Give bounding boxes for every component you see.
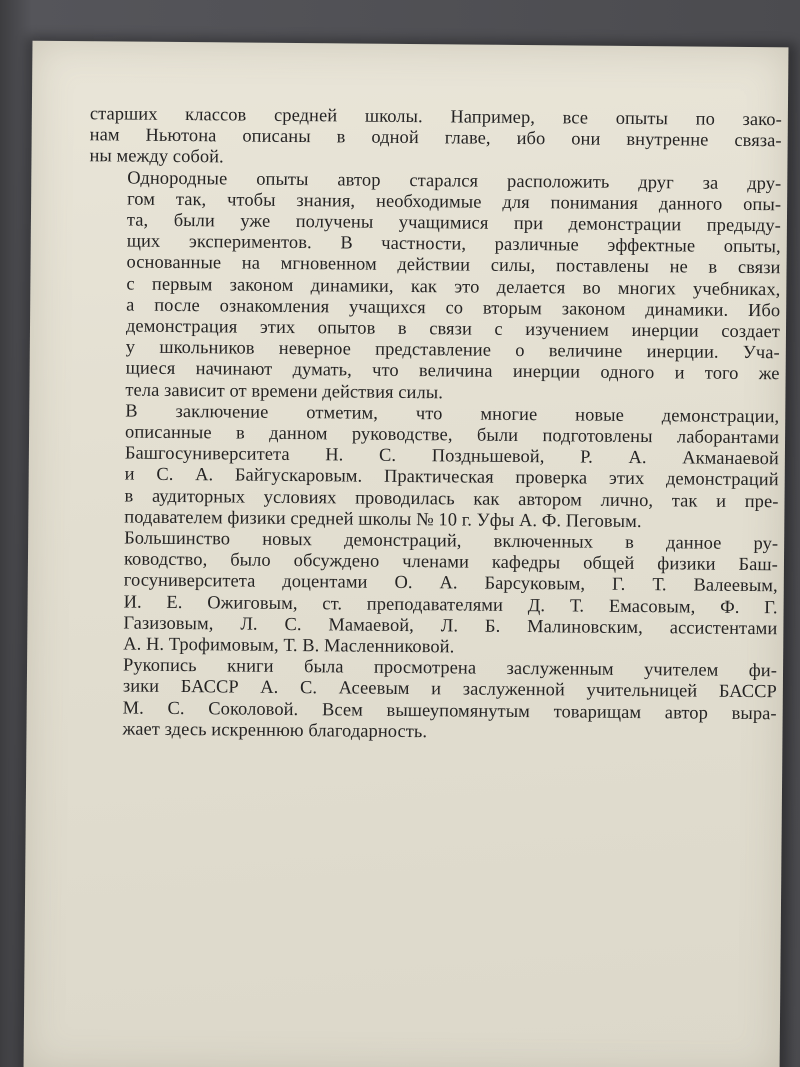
paragraph <box>87 167 781 406</box>
text-line: в аудиторных условиях проводилась как автором лично, так и пре- <box>124 485 779 511</box>
text-line: В заключение отметим, что многие новые демонстрации, <box>125 400 780 427</box>
text-line: та, были уже получены учащимися при демонстрации предыду- <box>126 209 782 236</box>
text-line: М. С. Соколовой. Всем вышеупомянутым товарищам автор выра- <box>122 697 777 723</box>
paragraph <box>85 527 778 660</box>
text-line: у школьников неверное представление о величине инерции. Уча- <box>125 336 780 363</box>
text-line: демонстрация этих опытов в связи с изучением инерции создает <box>125 315 781 342</box>
paragraph <box>86 400 779 533</box>
text-line: тела зависит от времени действия силы. <box>125 379 444 402</box>
text-line: зики БАССР А. С. Асеевым и заслуженной учительницей БАССР <box>122 676 777 702</box>
text-line: А. Н. Трофимовым, Т. В. Масленниковой. <box>123 633 455 657</box>
text-line: Башгосуниверситета Н. С. Поздньшевой, Р. А. Акманаевой <box>124 442 779 469</box>
text-line: и С. А. Байгускаровым. Практическая проверка этих демонстраций <box>124 463 779 490</box>
text-line: Газизовым, Л. С. Мамаевой, Л. Б. Малиновским, ассистентами <box>123 612 778 639</box>
text-line: нам Ньютона описаны в одной главе, ибо они внутренне связа- <box>89 124 782 151</box>
text-line: ны между собой. <box>89 145 224 167</box>
text-line: основанные на мгновенном действии силы, поставлены не в связи <box>126 251 781 278</box>
text-line: ководство, было обсуждено членами кафедры общей физики Баш- <box>123 548 779 575</box>
book-page <box>24 41 789 1067</box>
text-line: описанные в данном руководстве, были подготовлены лаборантами <box>125 421 780 448</box>
page-text <box>84 103 782 745</box>
text-line: гом так, чтобы знания, необходимые для понимания данного опы- <box>127 188 782 215</box>
text-line: щиеся начинают думать, что величина инерции одного и того же <box>125 357 780 384</box>
text-line: госуниверситета доцентами О. А. Барсуковым, Г. Т. Валеевым, <box>123 570 778 596</box>
text-line: Большинство новых демонстраций, включенных в данное ру- <box>124 527 779 554</box>
text-line: а после ознакомления учащихся со вторым законом динамики. Ибо <box>126 294 781 321</box>
text-line: Однородные опыты автор старался расположить друг за дру- <box>127 167 782 193</box>
paragraph <box>89 103 782 173</box>
text-line: жает здесь искреннюю благодарность. <box>122 718 428 742</box>
paragraph <box>84 654 777 745</box>
text-line: щих экспериментов. В частности, различные эффектные опыты, <box>126 230 781 257</box>
text-line: Рукопись книги была просмотрена заслуженным учителем фи- <box>122 654 778 681</box>
text-line: подавателем физики средней школы № 10 г. Уфы А. Ф. Пеговым. <box>124 506 642 531</box>
text-line: старших классов средней школы. Например, все опыты по зако- <box>89 103 782 130</box>
text-line: И. Е. Ожиговым, ст. преподавателями Д. Т. Емасовым, Ф. Г. <box>123 591 778 617</box>
text-line: с первым законом динамики, как это делается во многих учебниках, <box>126 273 781 299</box>
